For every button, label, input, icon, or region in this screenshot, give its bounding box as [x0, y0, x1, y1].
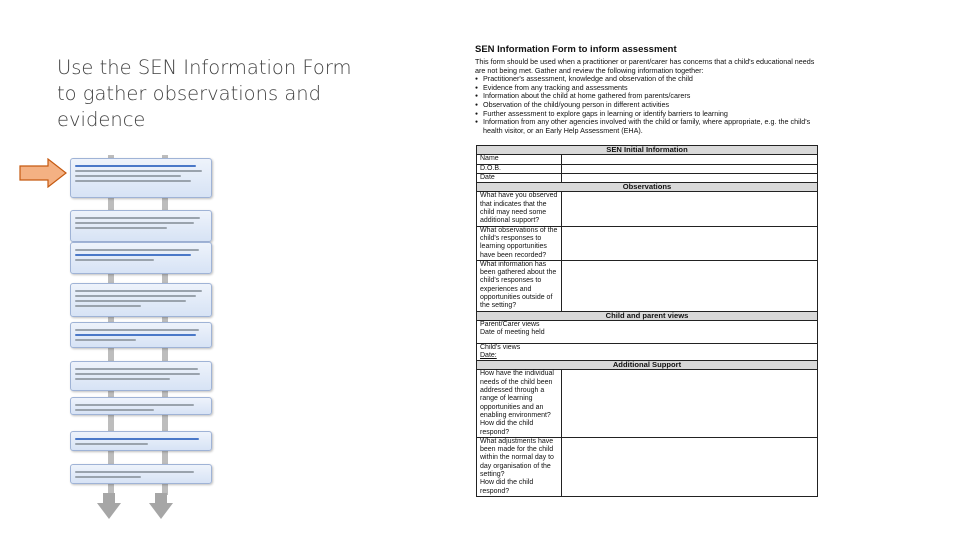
child-views-date-label: Date: — [480, 351, 497, 359]
section-observations: Observations — [477, 183, 818, 192]
title-line-3: evidence — [57, 108, 146, 131]
flow-box — [70, 210, 212, 242]
parent-views-label: Parent/Carer views — [480, 320, 540, 328]
title-line-1: Use the SEN Information Form — [57, 56, 352, 79]
title-line-2: to gather observations and — [57, 82, 322, 105]
flow-down-arrows-icon — [97, 493, 177, 521]
form-header — [475, 44, 820, 135]
field-date-label: Date — [477, 173, 562, 182]
bullet-item: ● Information from any other agencies involved with the child or family, where appropriate, e.g. the child's health visitor, or an Early Help Assessment (EHA). — [475, 118, 820, 135]
field-date-value — [562, 173, 818, 182]
observation-question-1: What have you observed that indicates that the child may need some additional support? — [477, 192, 562, 226]
support-answer-2 — [562, 437, 818, 496]
support-question-2 — [477, 437, 562, 496]
slide-title — [57, 55, 367, 133]
observation-answer-1 — [562, 192, 818, 226]
bullet-item: ● Observation of the child/young person in different activities — [475, 101, 820, 110]
flow-box — [70, 242, 212, 274]
support-response-1-text: How did the child respond? — [480, 420, 534, 436]
section-child-parent-views: Child and parent views — [477, 311, 818, 320]
child-views-label: Child's views — [480, 343, 521, 351]
flow-box — [70, 158, 212, 198]
field-name-label: Name — [477, 155, 562, 164]
support-question-1-text: How have the individual needs of the child been addressed through a range of learning opportunities and an enabling environment? — [480, 370, 554, 419]
bullet-item: ● Information about the child at home gathered from parents/carers — [475, 92, 820, 101]
parent-views-field — [477, 320, 818, 343]
pointer-arrow-icon — [19, 158, 67, 188]
field-dob-value — [562, 164, 818, 173]
form-bullet-list — [475, 75, 820, 135]
field-dob-label: D.O.B. — [477, 164, 562, 173]
flow-box — [70, 431, 212, 451]
observation-answer-2 — [562, 226, 818, 260]
observation-question-2: What observations of the child's responses to learning opportunities have been recorded? — [477, 226, 562, 260]
flow-box — [70, 397, 212, 415]
flow-box — [70, 283, 212, 317]
flow-box — [70, 464, 212, 484]
observation-question-3: What information has been gathered about the child's responses to experiences and opportunities outside of the setting? — [477, 260, 562, 311]
bullet-item: ● Practitioner's assessment, knowledge and observation of the child — [475, 75, 820, 84]
form-title: SEN Information Form to inform assessment — [475, 44, 677, 55]
flow-box — [70, 361, 212, 391]
child-views-field — [477, 343, 818, 361]
field-name-value — [562, 155, 818, 164]
meeting-date-label: Date of meeting held — [480, 329, 545, 337]
form-intro: This form should be used when a practitioner or parent/carer has concerns that a child's educational needs are not being met. Gather and review the following information together: — [475, 57, 815, 75]
process-flowchart — [66, 155, 216, 525]
flow-box — [70, 322, 212, 348]
support-question-2-text: What adjustments have been made for the child within the normal day to day organisation of the setting? — [480, 437, 554, 478]
support-question-1 — [477, 370, 562, 437]
bullet-item: ● Further assessment to explore gaps in learning or identify barriers to learning — [475, 110, 820, 119]
bullet-item: ● Evidence from any tracking and assessments — [475, 84, 820, 93]
observation-answer-3 — [562, 260, 818, 311]
section-initial-information: SEN Initial Information — [477, 146, 818, 155]
support-answer-1 — [562, 370, 818, 437]
sen-form-table — [476, 145, 818, 497]
support-response-2-text: How did the child respond? — [480, 479, 534, 495]
section-additional-support: Additional Support — [477, 361, 818, 370]
